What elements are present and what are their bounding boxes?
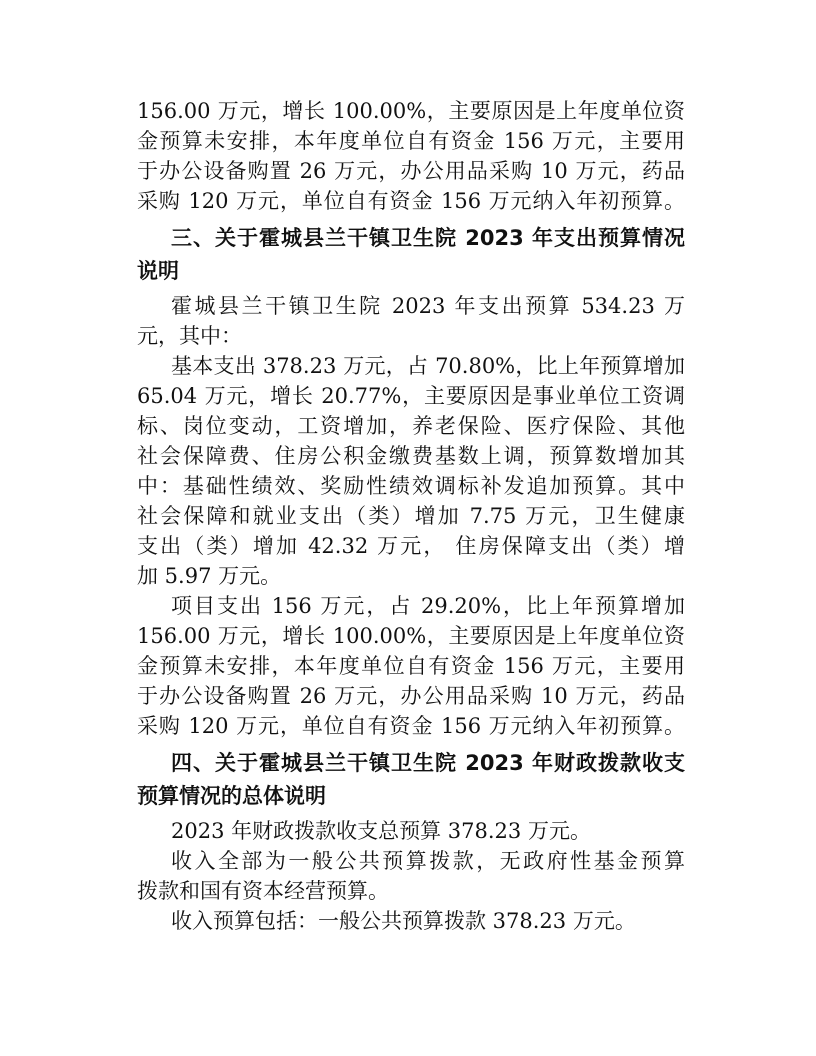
text-line: 霍城县兰干镇卫生院 2023 年支出预算 534.23 万 bbox=[171, 294, 685, 318]
section-heading-3 bbox=[137, 222, 685, 288]
text-line: 采购 120 万元，单位自有资金 156 万元纳入年初预算。 bbox=[137, 714, 685, 738]
paragraph-income-detail bbox=[137, 906, 685, 936]
heading-line: 预算情况的总体说明 bbox=[137, 784, 326, 808]
text-line: 65.04 万元，增长 20.77%，主要原因是事业单位工资调 bbox=[137, 384, 685, 408]
text-line: 收入预算包括：一般公共预算拨款 378.23 万元。 bbox=[171, 909, 636, 933]
text-line: 金预算未安排，本年度单位自有资金 156 万元，主要用 bbox=[137, 654, 685, 678]
document-page bbox=[137, 96, 685, 936]
text-line: 中：基础性绩效、奖励性绩效调标补发追加预算。其中 bbox=[137, 474, 685, 498]
text-line: 元，其中： bbox=[137, 324, 242, 348]
heading-line: 四、关于霍城县兰干镇卫生院 2023 年财政拨款收支 bbox=[171, 751, 685, 775]
text-line: 于办公设备购置 26 万元，办公用品采购 10 万元，药品 bbox=[137, 684, 685, 708]
paragraph-project-expense-continued bbox=[137, 96, 685, 216]
text-line: 加 5.97 万元。 bbox=[137, 564, 282, 588]
paragraph-project-expense bbox=[137, 591, 685, 741]
text-line: 于办公设备购置 26 万元，办公用品采购 10 万元，药品 bbox=[137, 159, 685, 183]
text-line: 2023 年财政拨款收支总预算 378.23 万元。 bbox=[171, 819, 591, 843]
paragraph-basic-expense bbox=[137, 351, 685, 591]
text-line: 标、岗位变动，工资增加，养老保险、医疗保险、其他 bbox=[137, 414, 685, 438]
paragraph-income-all bbox=[137, 846, 685, 906]
paragraph-total-expense bbox=[137, 291, 685, 351]
text-line: 拨款和国有资本经营预算。 bbox=[137, 879, 389, 903]
text-line: 156.00 万元，增长 100.00%，主要原因是上年度单位资 bbox=[137, 99, 685, 123]
text-line: 金预算未安排，本年度单位自有资金 156 万元，主要用 bbox=[137, 129, 685, 153]
heading-line: 说明 bbox=[137, 259, 179, 283]
text-line: 社会保障和就业支出（类）增加 7.75 万元，卫生健康 bbox=[137, 504, 685, 528]
text-line: 采购 120 万元，单位自有资金 156 万元纳入年初预算。 bbox=[137, 189, 685, 213]
text-line: 社会保障费、住房公积金缴费基数上调，预算数增加其 bbox=[137, 444, 685, 468]
section-heading-4 bbox=[137, 747, 685, 813]
heading-line: 三、关于霍城县兰干镇卫生院 2023 年支出预算情况 bbox=[171, 226, 685, 250]
text-line: 支出（类）增加 42.32 万元， 住房保障支出（类）增 bbox=[137, 534, 685, 558]
text-line: 156.00 万元，增长 100.00%，主要原因是上年度单位资 bbox=[137, 624, 685, 648]
text-line: 项目支出 156 万元，占 29.20%，比上年预算增加 bbox=[171, 594, 685, 618]
text-line: 收入全部为一般公共预算拨款，无政府性基金预算 bbox=[171, 849, 685, 873]
text-line: 基本支出 378.23 万元，占 70.80%，比上年预算增加 bbox=[171, 354, 685, 378]
paragraph-fiscal-total bbox=[137, 816, 685, 846]
